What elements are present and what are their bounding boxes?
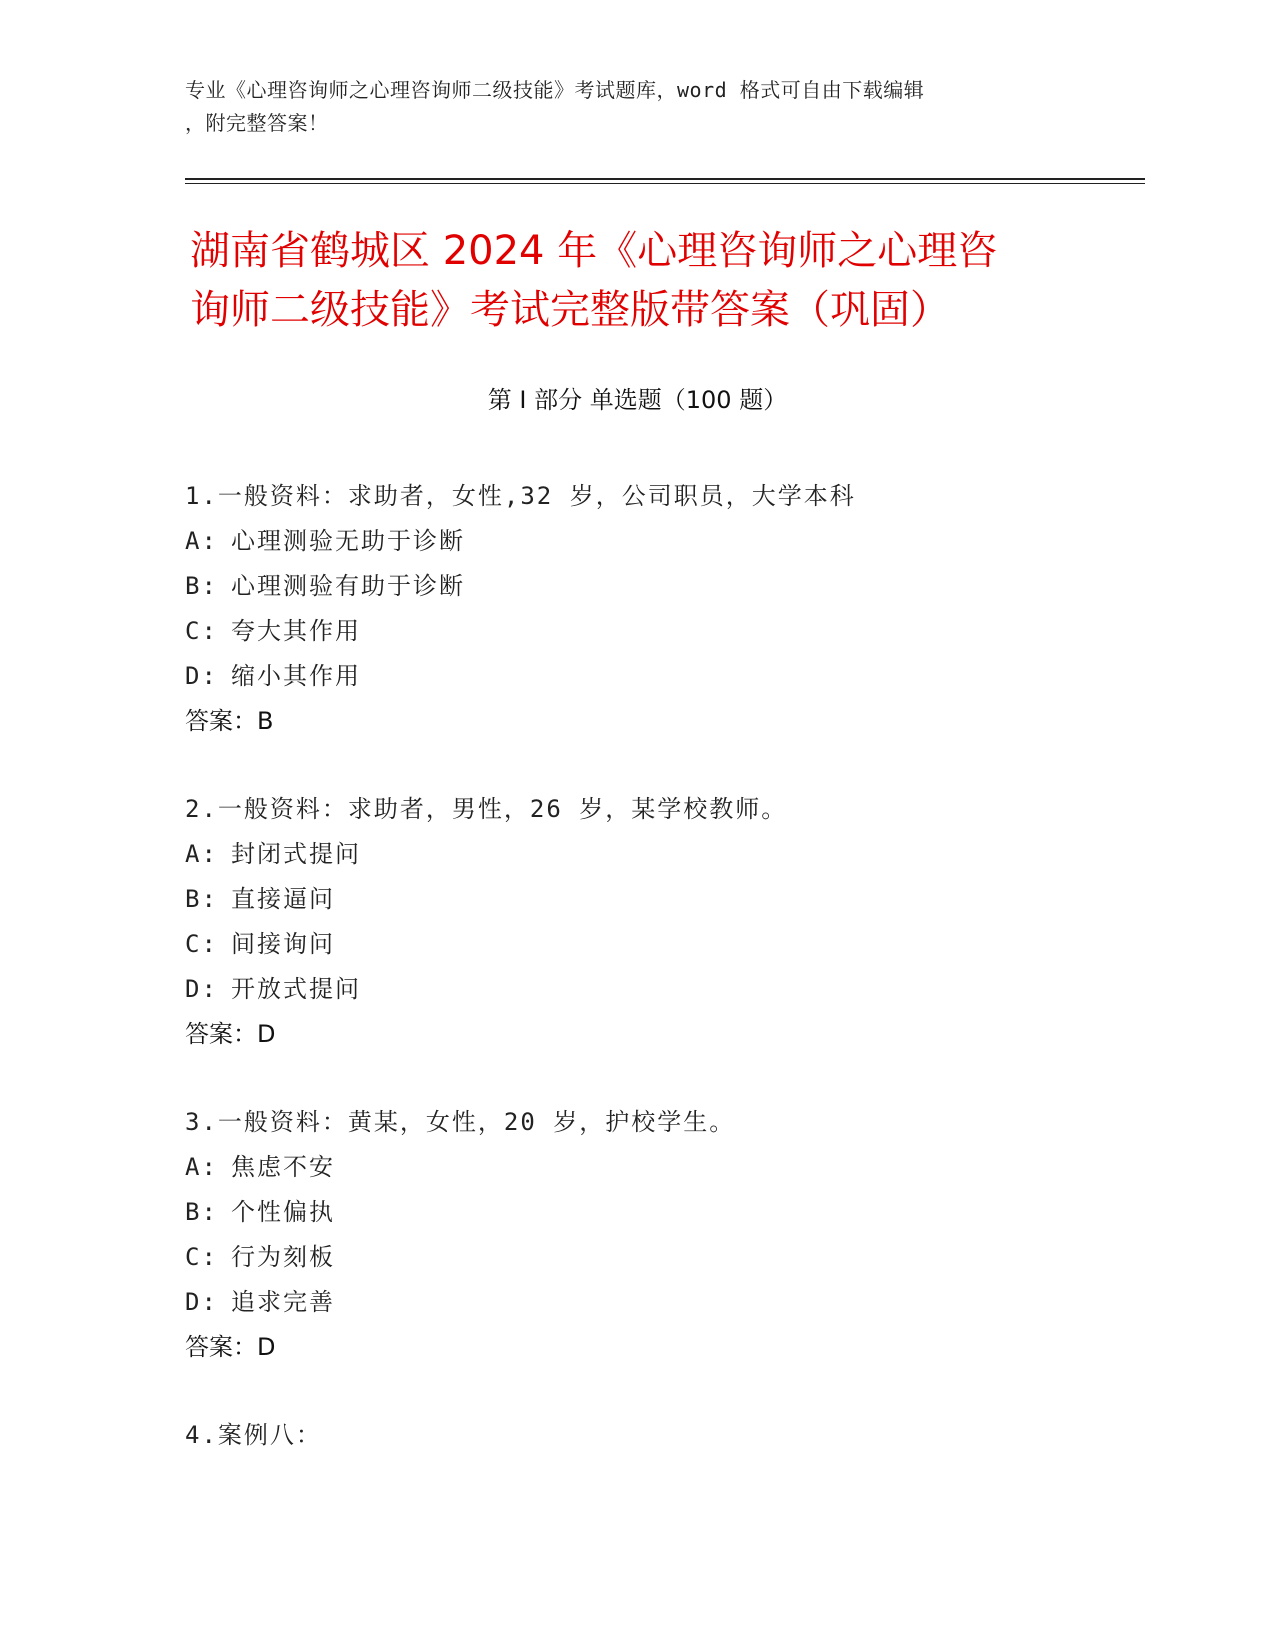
option-text: 焦虑不安	[231, 1153, 335, 1181]
option-key: A:	[185, 840, 218, 868]
option-text: 封闭式提问	[231, 840, 361, 868]
question-item	[185, 1100, 1145, 1370]
question-item	[185, 474, 1145, 744]
header-note-line-1: 专业《心理咨询师之心理咨询师二级技能》考试题库，word 格式可自由下载编辑	[185, 78, 925, 102]
answer-line: 答案：D	[185, 1333, 276, 1361]
section-heading: 第 I 部分 单选题（100 题）	[487, 386, 788, 414]
question-stem: 3.一般资料：黄某，女性，20 岁，护校学生。	[185, 1108, 736, 1136]
answer-line: 答案：B	[185, 707, 274, 735]
option-text: 开放式提问	[231, 975, 361, 1003]
option-key: D:	[185, 1288, 218, 1316]
option-key: B:	[185, 1198, 218, 1226]
option-c	[185, 1235, 1145, 1280]
option-b	[185, 1190, 1145, 1235]
option-d	[185, 654, 1145, 699]
option-text: 间接询问	[231, 930, 335, 958]
option-key: C:	[185, 930, 218, 958]
option-key: D:	[185, 662, 218, 690]
question-stem: 1.一般资料：求助者，女性,32 岁，公司职员，大学本科	[185, 482, 856, 510]
option-d	[185, 1280, 1145, 1325]
option-b	[185, 564, 1145, 609]
option-text: 缩小其作用	[231, 662, 361, 690]
option-text: 夸大其作用	[231, 617, 361, 645]
document-title	[190, 222, 1090, 340]
option-text: 行为刻板	[231, 1243, 335, 1271]
option-text: 心理测验有助于诊断	[231, 572, 465, 600]
option-text: 心理测验无助于诊断	[231, 527, 465, 555]
option-text: 直接逼问	[231, 885, 335, 913]
option-key: C:	[185, 617, 218, 645]
option-a	[185, 832, 1145, 877]
option-d	[185, 967, 1145, 1012]
option-text: 追求完善	[231, 1288, 335, 1316]
header-note	[185, 74, 1085, 140]
question-stem: 4.案例八：	[185, 1421, 322, 1449]
question-item	[185, 787, 1145, 1057]
option-key: A:	[185, 527, 218, 555]
header-divider-thick	[185, 178, 1145, 180]
option-c	[185, 922, 1145, 967]
option-key: D:	[185, 975, 218, 1003]
option-a	[185, 519, 1145, 564]
answer-line: 答案：D	[185, 1020, 276, 1048]
option-key: B:	[185, 572, 218, 600]
question-list	[185, 474, 1145, 1501]
option-c	[185, 609, 1145, 654]
option-key: C:	[185, 1243, 218, 1271]
question-stem: 2.一般资料：求助者，男性，26 岁，某学校教师。	[185, 795, 788, 823]
option-text: 个性偏执	[231, 1198, 335, 1226]
option-a	[185, 1145, 1145, 1190]
header-divider-thin	[185, 183, 1145, 184]
document-title-line-1: 湖南省鹤城区 2024 年《心理咨询师之心理咨	[190, 228, 998, 274]
document-title-line-2: 询师二级技能》考试完整版带答案（巩固）	[190, 287, 950, 333]
option-b	[185, 877, 1145, 922]
header-note-line-2: ，附完整答案！	[185, 111, 329, 135]
option-key: B:	[185, 885, 218, 913]
question-item	[185, 1413, 1145, 1458]
option-key: A:	[185, 1153, 218, 1181]
